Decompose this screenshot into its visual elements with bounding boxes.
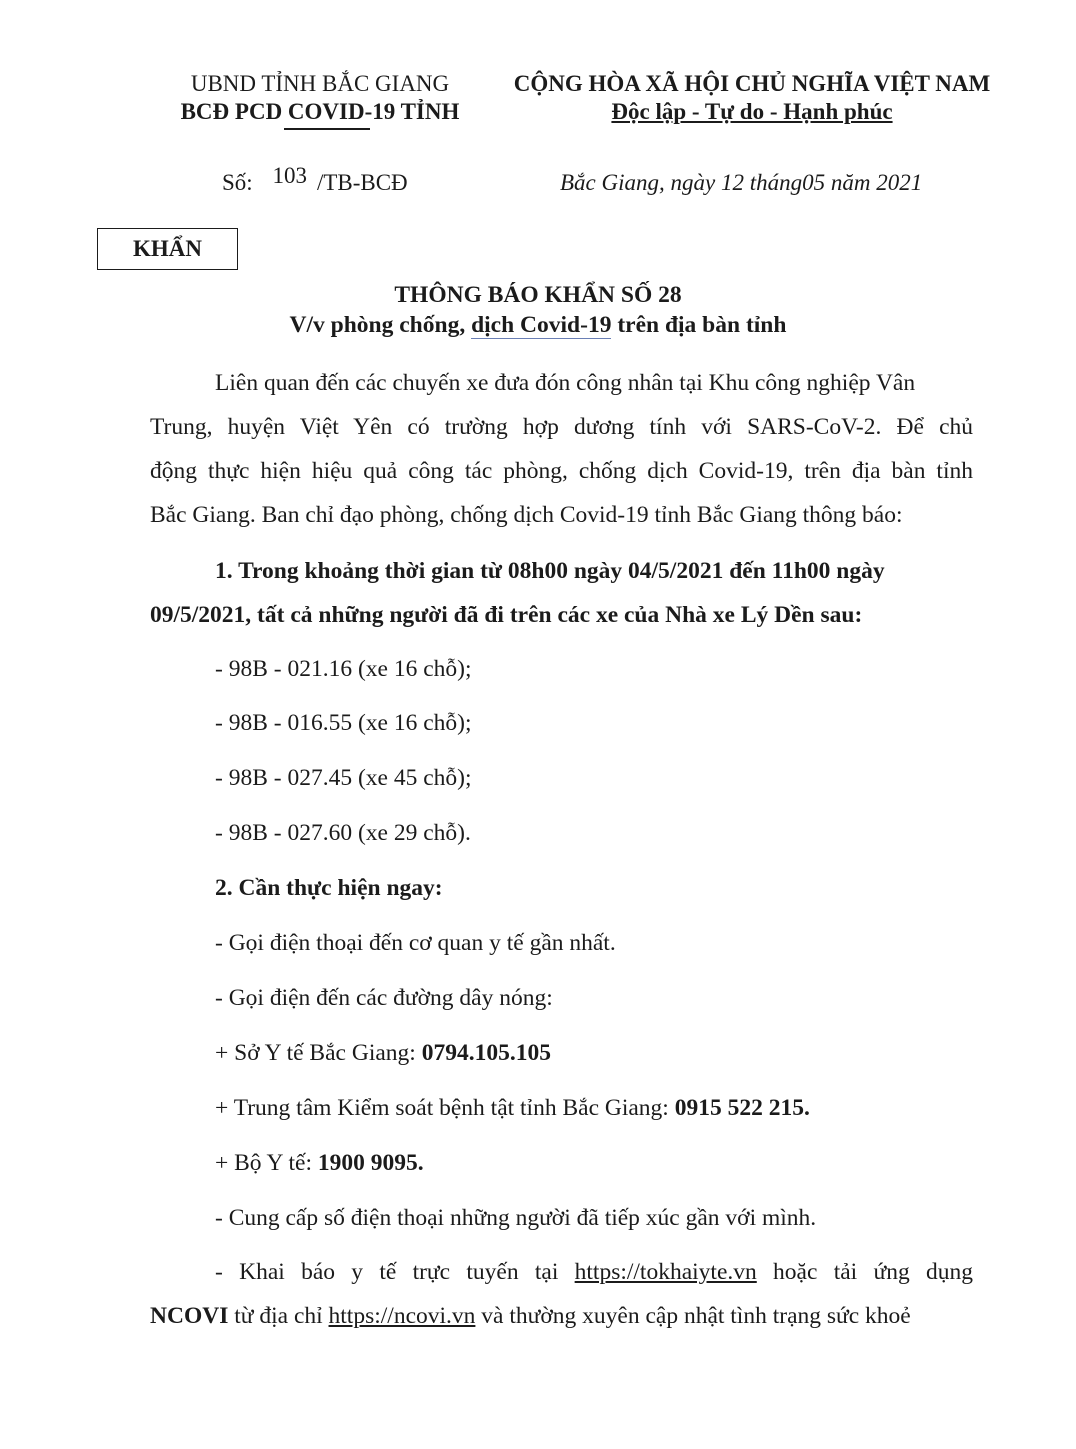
subject-highlight: dịch Covid-19	[471, 312, 612, 338]
issuing-org: UBND TỈNH BẮC GIANG	[190, 71, 450, 96]
hotline-label: + Bộ Y tế:	[215, 1150, 318, 1176]
declare-text-d: và thường xuyên cập nhật tình trạng sức khoẻ	[475, 1303, 911, 1329]
declare-text-a: - Khai báo y tế trực tuyến tại	[215, 1259, 575, 1285]
hotline-item	[215, 1040, 551, 1067]
vehicle-item: - 98B - 016.55 (xe 16 chỗ);	[215, 710, 472, 736]
doc-number-label: Số:	[222, 170, 253, 195]
subject-prefix: V/v phòng chống,	[289, 312, 472, 338]
hotline-label: + Sở Y tế Bắc Giang:	[215, 1040, 422, 1066]
declare-text-b: hoặc tải ứng dụng	[756, 1259, 973, 1285]
national-motto: Độc lập - Tự do - Hạnh phúc	[611, 99, 893, 124]
section1-line-1: 1. Trong khoảng thời gian từ 08h00 ngày 04/5/2021 đến 11h00 ngày	[215, 558, 885, 584]
doc-number-value: 103	[272, 163, 307, 188]
intro-line-4: Bắc Giang. Ban chỉ đạo phòng, chống dịch Covid-19 tỉnh Bắc Giang thông báo:	[150, 502, 903, 528]
app-name: NCOVI	[150, 1303, 229, 1329]
declare-line-2	[150, 1303, 911, 1330]
section1-line-2: 09/5/2021, tất cả những người đã đi trên các xe của Nhà xe Lý Dền sau:	[150, 602, 863, 628]
date-place-day: Bắc Giang, ngày 12 tháng	[560, 170, 803, 195]
hotline-phone: 1900 9095.	[317, 1150, 424, 1176]
vehicle-item: - 98B - 027.60 (xe 29 chỗ).	[215, 820, 471, 846]
declare-text-c: từ địa chỉ	[228, 1303, 329, 1329]
vehicle-item: - 98B - 021.16 (xe 16 chỗ);	[215, 656, 472, 682]
date-year: năm 2021	[830, 170, 923, 195]
declare-line-1	[215, 1259, 973, 1286]
doc-number	[222, 163, 408, 196]
urgent-box: KHẨN	[97, 228, 238, 270]
notice-subject	[0, 312, 1076, 339]
header-left-rule	[284, 128, 370, 130]
intro-line-3: động thực hiện hiệu quả công tác phòng, chống dịch Covid-19, trên địa bàn tỉnh	[150, 458, 973, 484]
doc-number-suffix: /TB-BCĐ	[316, 170, 408, 195]
date-line	[560, 170, 922, 196]
hotline-label: + Trung tâm Kiểm soát bệnh tật tỉnh Bắc Giang:	[215, 1095, 675, 1121]
hotline-item	[215, 1095, 810, 1122]
hotline-phone: 0915 522 215.	[674, 1095, 810, 1121]
intro-line-1: Liên quan đến các chuyến xe đưa đón công nhân tại Khu công nghiệp Vân	[215, 370, 916, 396]
subject-suffix: trên địa bàn tỉnh	[611, 312, 787, 338]
notice-title: THÔNG BÁO KHẨN SỐ 28	[394, 282, 682, 308]
hotline-item	[215, 1150, 424, 1177]
date-month: 05	[802, 170, 826, 195]
national-title: CỘNG HÒA XÃ HỘI CHỦ NGHĨA VIỆT NAM	[513, 71, 991, 96]
hotlines-intro: - Gọi điện đến các đường dây nóng:	[215, 985, 553, 1011]
section2-heading: 2. Cần thực hiện ngay:	[215, 875, 443, 901]
call-health-line: - Gọi điện thoại đến cơ quan y tế gần nhất.	[215, 930, 616, 956]
contacts-line: - Cung cấp số điện thoại những người đã tiếp xúc gần với mình.	[215, 1205, 817, 1231]
tokhaiyte-link[interactable]: https://tokhaiyte.vn	[574, 1259, 757, 1285]
ncovi-link[interactable]: https://ncovi.vn	[328, 1303, 476, 1329]
vehicle-item: - 98B - 027.45 (xe 45 chỗ);	[215, 765, 472, 791]
hotline-phone: 0794.105.105	[421, 1040, 551, 1066]
issuing-dept: BCĐ PCD COVID-19 TỈNH	[180, 99, 460, 124]
intro-line-2: Trung, huyện Việt Yên có trường hợp dương tính với SARS-CoV-2. Để chủ	[150, 414, 973, 440]
